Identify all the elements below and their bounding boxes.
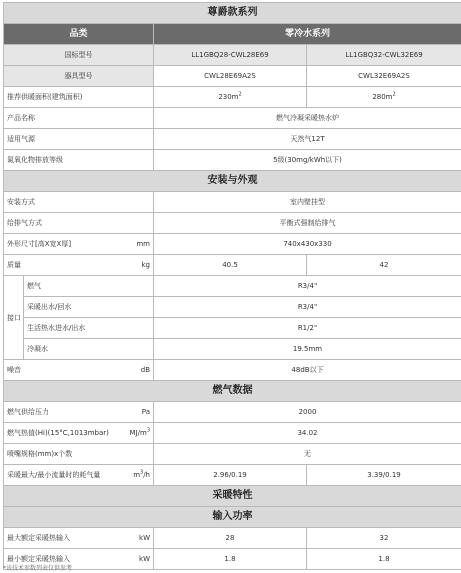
gas-pressure-value: 2000 [154,402,461,423]
max-input-unit: kW [139,534,150,542]
min-input-row [4,549,461,570]
gas-heat-label-wrap [7,428,150,438]
heating-section-row [4,486,461,507]
gas-section-title: 燃气数据 [4,381,461,402]
rec-area-v1-sup: 2 [238,91,242,98]
interface-row-2 [4,318,461,339]
consumption-label-wrap [7,470,150,480]
mass-v1: 40.5 [154,255,307,276]
interface-condensate-label: 冷凝水 [24,339,154,360]
gas-heat-unit: MJ/m [129,429,147,437]
rec-area-v1 [154,87,307,108]
max-input-label: 最大额定采暖热输入 [7,534,70,542]
install-method-row [4,192,461,213]
nox-class-row [4,150,461,171]
footnote: *该技术参数列表仅供参考 [3,565,73,572]
min-input-label: 最小额定采暖热输入 [7,555,70,563]
nozzle-row [4,444,461,465]
mass-label: 质量 [7,261,21,269]
title-row [4,3,461,24]
nox-class-value: 5级(30mg/kWh以下) [154,150,461,171]
gas-heat-label-cell [4,423,154,444]
mass-label-wrap [7,260,150,270]
min-input-v1: 1.8 [154,549,307,570]
noise-value: 48dB以下 [154,360,461,381]
exhaust-method-value: 平衡式强制给排气 [154,213,461,234]
appliance-model-label: 器具型号 [4,66,154,87]
gas-pressure-label-cell [4,402,154,423]
install-method-value: 室内壁挂型 [154,192,461,213]
appliance-model-row [4,66,461,87]
mass-v2: 42 [307,255,461,276]
nozzle-value: 无 [154,444,461,465]
gas-heat-label: 燃气热值(Hi)(15°C,1013mbar) [7,429,109,437]
consumption-label-cell [4,465,154,486]
min-input-v2: 1.8 [307,549,461,570]
interface-label: 接口 [4,276,24,360]
mass-row [4,255,461,276]
consumption-row [4,465,461,486]
gas-heat-unit-wrap [130,428,150,438]
rec-area-label: 推荐供暖面积(建筑面积) [4,87,154,108]
max-input-row [4,528,461,549]
nox-class-label: 氮氧化物排放等级 [4,150,154,171]
interface-gas-value: R3/4" [154,276,461,297]
max-input-v2: 32 [307,528,461,549]
interface-dhw-value: R1/2" [154,318,461,339]
interface-row-3 [4,339,461,360]
gas-pressure-unit: Pa [141,408,150,416]
interface-row-1 [4,297,461,318]
gas-section-row [4,381,461,402]
consumption-unit-suffix: /h [143,471,150,479]
spec-table [3,2,461,570]
max-input-v1: 28 [154,528,307,549]
exhaust-method-row [4,213,461,234]
min-input-unit: kW [139,555,150,563]
interface-row-0 [4,276,461,297]
dimensions-label-wrap [7,239,150,249]
max-input-label-cell [4,528,154,549]
noise-unit: dB [140,366,150,374]
install-method-label: 安装方式 [4,192,154,213]
interface-dhw-label: 生活热水进水/出水 [24,318,154,339]
gas-pressure-row [4,402,461,423]
max-input-label-wrap [7,533,150,543]
noise-label: 噪音 [7,366,21,374]
header-row [4,24,461,45]
rec-area-v2-sup: 2 [392,91,396,98]
rec-area-v1-value: 230m [218,93,239,101]
interface-condensate-value: 19.5mm [154,339,461,360]
noise-label-wrap [7,365,150,375]
category-header: 品类 [4,24,154,45]
min-input-label-wrap [7,554,150,564]
product-name-value: 燃气冷凝采暖热水炉 [154,108,461,129]
interface-heating-value: R3/4" [154,297,461,318]
dimensions-value: 740x430x330 [154,234,461,255]
install-section-row [4,171,461,192]
consumption-unit-sup: 3 [140,469,144,476]
input-section-row [4,507,461,528]
noise-row [4,360,461,381]
appliance-model-v2: CWL32E69A2S [307,66,461,87]
gas-source-row [4,129,461,150]
national-model-v1: LL1GBQ28-CWL28E69 [154,45,307,66]
consumption-v1: 2.96/0.19 [154,465,307,486]
nozzle-label: 喷嘴规格(mm)x个数 [4,444,154,465]
gas-source-value: 天然气12T [154,129,461,150]
rec-area-row [4,87,461,108]
rec-area-v2 [307,87,461,108]
heating-section-title: 采暖特性 [4,486,461,507]
mass-unit: kg [141,261,150,269]
product-name-row [4,108,461,129]
exhaust-method-label: 给排气方式 [4,213,154,234]
interface-gas-label: 燃气 [24,276,154,297]
interface-heating-label: 采暖出水/回水 [24,297,154,318]
national-model-label: 国标型号 [4,45,154,66]
dimensions-unit: mm [136,240,150,248]
install-section-title: 安装与外观 [4,171,461,192]
mass-label-cell [4,255,154,276]
dimensions-label-cell [4,234,154,255]
gas-pressure-label: 燃气供给压力 [7,408,49,416]
gas-heat-unit-sup: 3 [146,427,150,434]
dimensions-row [4,234,461,255]
consumption-unit-wrap [133,470,150,480]
national-model-row [4,45,461,66]
series-title: 尊爵款系列 [4,3,461,24]
appliance-model-v1: CWL28E69A2S [154,66,307,87]
national-model-v2: LL1GBQ32-CWL32E69 [307,45,461,66]
series-header: 零冷水系列 [154,24,461,45]
product-name-label: 产品名称 [4,108,154,129]
consumption-label: 采暖最大/最小流量时的耗气量 [7,471,101,479]
gas-heat-value: 34.02 [154,423,461,444]
noise-label-cell [4,360,154,381]
dimensions-label: 外形尺寸[高X宽X厚] [7,240,72,248]
rec-area-v2-value: 280m [372,93,393,101]
gas-source-label: 适用气源 [4,129,154,150]
gas-heat-row [4,423,461,444]
consumption-unit: m [133,471,141,479]
consumption-v2: 3.39/0.19 [307,465,461,486]
input-section-title: 输入功率 [4,507,461,528]
gas-pressure-label-wrap [7,407,150,417]
